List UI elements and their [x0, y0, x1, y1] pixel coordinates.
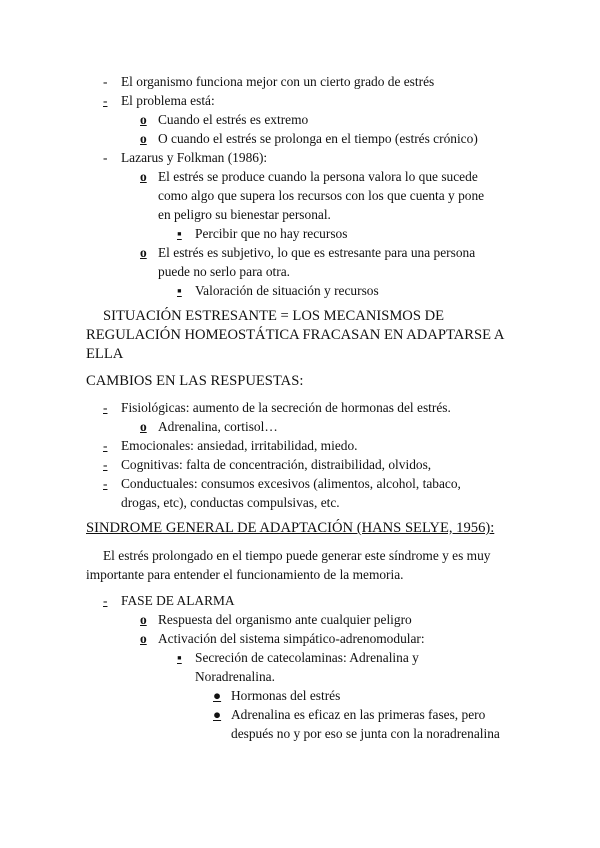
- bullet-circle: o: [140, 245, 147, 260]
- bullet-dash: -: [103, 457, 108, 472]
- bullet-dash: -: [103, 438, 108, 453]
- bullet-dash: -: [103, 74, 108, 89]
- bullet-dash: -: [103, 593, 108, 608]
- paragraph-line: importante para entender el funcionamiento de la memoria.: [86, 567, 404, 582]
- bullet-dash: -: [103, 476, 108, 491]
- text-line: Percibir que no hay recursos: [195, 226, 348, 241]
- text-line: Hormonas del estrés: [231, 688, 341, 703]
- text-line: Adrenalina, cortisol…: [158, 419, 278, 434]
- heading-line: SITUACIÓN ESTRESANTE = LOS MECANISMOS DE: [103, 308, 445, 324]
- bullet-dash: -: [103, 400, 108, 415]
- text-line: Adrenalina es eficaz en las primeras fases, pero: [231, 707, 486, 722]
- text-line: Fisiológicas: aumento de la secreción de hormonas del estrés.: [121, 400, 451, 415]
- text-line: El estrés es subjetivo, lo que es estresante para una persona: [158, 245, 476, 260]
- text-line: Activación del sistema simpático-adrenomodular:: [158, 631, 425, 646]
- text-line: El organismo funciona mejor con un cierto grado de estrés: [121, 74, 435, 89]
- bullet-circle: o: [140, 131, 147, 146]
- paragraph-line: El estrés prolongado en el tiempo puede generar este síndrome y es muy: [103, 548, 491, 563]
- section-heading: CAMBIOS EN LAS RESPUESTAS:: [86, 373, 304, 389]
- text-line: El problema está:: [121, 93, 215, 108]
- text-line: O cuando el estrés se prolonga en el tiempo (estrés crónico): [158, 131, 478, 146]
- text-line: Respuesta del organismo ante cualquier peligro: [158, 612, 412, 627]
- bullet-dash: -: [103, 150, 108, 165]
- text-line: Lazarus y Folkman (1986):: [121, 150, 268, 165]
- bullet-circle: o: [140, 631, 147, 646]
- bullet-circle: o: [140, 169, 147, 184]
- text-line: después no y por eso se junta con la noradrenalina: [231, 726, 500, 741]
- text-line: drogas, etc), conductas compulsivas, etc.: [121, 495, 340, 510]
- heading-line: ELLA: [86, 346, 124, 362]
- text-line: Cuando el estrés es extremo: [158, 112, 309, 127]
- bullet-circle: o: [140, 112, 147, 127]
- bullet-square: ▪: [177, 650, 182, 665]
- text-line: Emocionales: ansiedad, irritabilidad, miedo.: [121, 438, 358, 453]
- text-line: como algo que supera los recursos con los que cuenta y pone: [158, 188, 485, 203]
- text-line: Conductuales: consumos excesivos (alimentos, alcohol, tabaco,: [121, 476, 461, 491]
- text-line: puede no serlo para otra.: [158, 264, 290, 279]
- text-line: Valoración de situación y recursos: [195, 283, 379, 298]
- text-line: Cognitivas: falta de concentración, distraibilidad, olvidos,: [121, 457, 432, 472]
- bullet-square: ▪: [177, 283, 182, 298]
- bullet-dot: ●: [213, 707, 222, 722]
- text-line: Noradrenalina.: [195, 669, 275, 684]
- bullet-dot: ●: [213, 688, 222, 703]
- section-heading: SINDROME GENERAL DE ADAPTACIÓN (HANS SELYE, 1956):: [86, 520, 495, 536]
- bullet-circle: o: [140, 419, 147, 434]
- heading-line: REGULACIÓN HOMEOSTÁTICA FRACASAN EN ADAPTARSE A: [86, 327, 505, 343]
- text-line: FASE DE ALARMA: [121, 593, 235, 608]
- text-line: en peligro su bienestar personal.: [158, 207, 331, 222]
- text-line: Secreción de catecolaminas: Adrenalina y: [195, 650, 419, 665]
- text-line: El estrés se produce cuando la persona valora lo que sucede: [158, 169, 478, 184]
- bullet-dash: -: [103, 93, 108, 108]
- bullet-square: ▪: [177, 226, 182, 241]
- bullet-circle: o: [140, 612, 147, 627]
